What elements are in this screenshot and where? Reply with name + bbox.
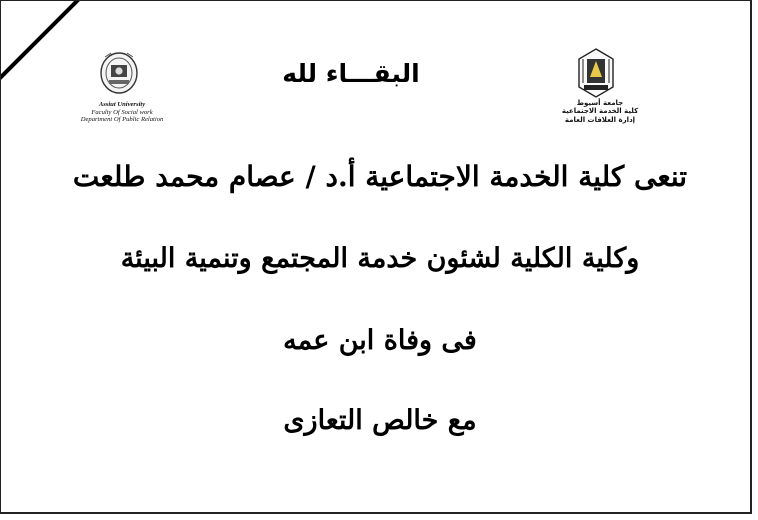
university-emblem-icon — [575, 47, 617, 99]
department-name-en: Department Of Public Relation — [80, 116, 164, 124]
notice-line-1: تنعى كلية الخدمة الاجتماعية أ.د / عصام محمد طلعت — [72, 160, 688, 193]
faculty-name-ar: كلية الخدمة الاجتماعية — [561, 107, 639, 116]
notice-line-4: مع خالص التعازى — [283, 405, 477, 436]
mourning-ribbon-icon — [1, 1, 91, 91]
university-name-ar: جامعة أسيوط — [576, 99, 624, 107]
faculty-seal-icon — [99, 51, 139, 97]
notice-line-3: فى وفاة ابن عمه — [283, 325, 477, 356]
page-title: البقـــاء لله — [282, 59, 420, 88]
english-institution-block — [67, 101, 177, 124]
department-name-ar: إدارة العلاقات العامة — [564, 115, 636, 124]
arabic-institution-block — [541, 99, 659, 124]
faculty-name-en: Faculty Of Social work — [91, 108, 153, 116]
university-name-en: Assiut University — [98, 101, 146, 108]
notice-line-2: وكلية الكلية لشئون خدمة المجتمع وتنمية البيئة — [120, 243, 640, 274]
